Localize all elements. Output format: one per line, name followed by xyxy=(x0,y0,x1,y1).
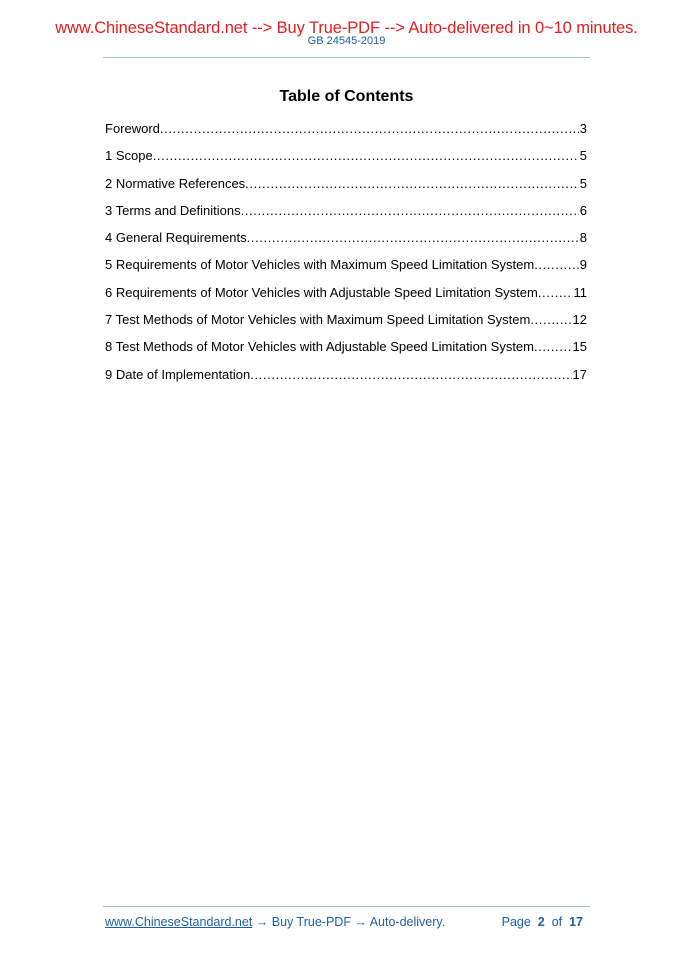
dot-leader xyxy=(530,311,571,329)
dot-leader xyxy=(241,202,579,220)
toc-entry-label: 2 Normative References xyxy=(105,175,246,191)
document-code: GB 24545-2019 xyxy=(307,35,386,47)
toc-entry-page: 3 xyxy=(579,121,587,136)
page-of: of xyxy=(551,915,563,929)
dot-leader xyxy=(247,229,579,247)
toc-entry-adjustable-speed-test-methods[interactable] xyxy=(105,338,587,365)
toc-entry-page: 6 xyxy=(579,202,587,218)
toc-entry-page: 15 xyxy=(572,339,587,355)
toc-entry-page: 5 xyxy=(579,148,587,164)
promo-banner[interactable]: www.ChineseStandard.net --> Buy True-PDF --> Auto-delivered in 0~10 minutes. xyxy=(55,19,638,37)
footer-promo xyxy=(105,915,445,929)
dot-leader xyxy=(245,175,579,193)
page-footer xyxy=(105,915,587,933)
arrow-icon: → xyxy=(252,915,272,929)
page-current: 2 xyxy=(537,915,545,929)
toc-entry-max-speed-test-methods[interactable] xyxy=(105,311,587,338)
footer-divider xyxy=(103,906,590,907)
toc-entry-page: 8 xyxy=(579,230,587,246)
toc-entry-label: 7 Test Methods of Motor Vehicles with Maximum Speed Limitation System xyxy=(105,312,531,328)
toc-entry-label: Foreword xyxy=(105,121,160,136)
toc-entry-label: 9 Date of Implementation xyxy=(105,366,251,382)
toc-entry-date-of-implementation[interactable] xyxy=(105,366,587,393)
dot-leader xyxy=(250,366,571,384)
footer-delivery-text: Auto-delivery. xyxy=(369,915,446,929)
page-label: Page xyxy=(501,915,531,929)
toc-entry-label: 4 General Requirements xyxy=(105,230,247,246)
toc-entry-label: 8 Test Methods of Motor Vehicles with Adjustable Speed Limitation System xyxy=(105,339,534,355)
toc-title: Table of Contents xyxy=(279,88,414,105)
header-divider xyxy=(103,57,590,58)
toc-entry-page: 5 xyxy=(579,175,587,191)
dot-leader xyxy=(160,120,579,138)
toc-entry-page: 12 xyxy=(572,312,587,328)
toc-entry-normative-references[interactable] xyxy=(105,175,587,202)
toc-entry-page: 11 xyxy=(573,284,587,300)
toc-entry-terms-definitions[interactable] xyxy=(105,202,587,229)
table-of-contents xyxy=(105,120,587,393)
toc-entry-foreword[interactable] xyxy=(105,120,587,147)
page-number xyxy=(502,915,583,929)
toc-entry-label: 6 Requirements of Motor Vehicles with Adjustable Speed Limitation System xyxy=(105,284,538,300)
dot-leader xyxy=(534,256,579,274)
toc-entry-page: 9 xyxy=(579,257,587,273)
page-total: 17 xyxy=(569,915,583,929)
toc-entry-general-requirements[interactable] xyxy=(105,229,587,256)
toc-entry-label: 1 Scope xyxy=(105,148,153,164)
arrow-icon: → xyxy=(350,915,370,929)
toc-entry-page: 17 xyxy=(572,366,587,382)
toc-entry-label: 5 Requirements of Motor Vehicles with Maximum Speed Limitation System xyxy=(105,257,535,273)
toc-entry-max-speed-requirements[interactable] xyxy=(105,256,587,283)
dot-leader xyxy=(538,284,573,302)
dot-leader xyxy=(534,338,572,356)
footer-site-link[interactable]: www.ChineseStandard.net xyxy=(105,915,253,929)
dot-leader xyxy=(153,147,579,165)
footer-buy-text: Buy True-PDF xyxy=(271,915,351,929)
toc-entry-label: 3 Terms and Definitions xyxy=(105,202,241,218)
toc-entry-adjustable-speed-requirements[interactable] xyxy=(105,284,587,311)
toc-entry-scope[interactable] xyxy=(105,147,587,174)
